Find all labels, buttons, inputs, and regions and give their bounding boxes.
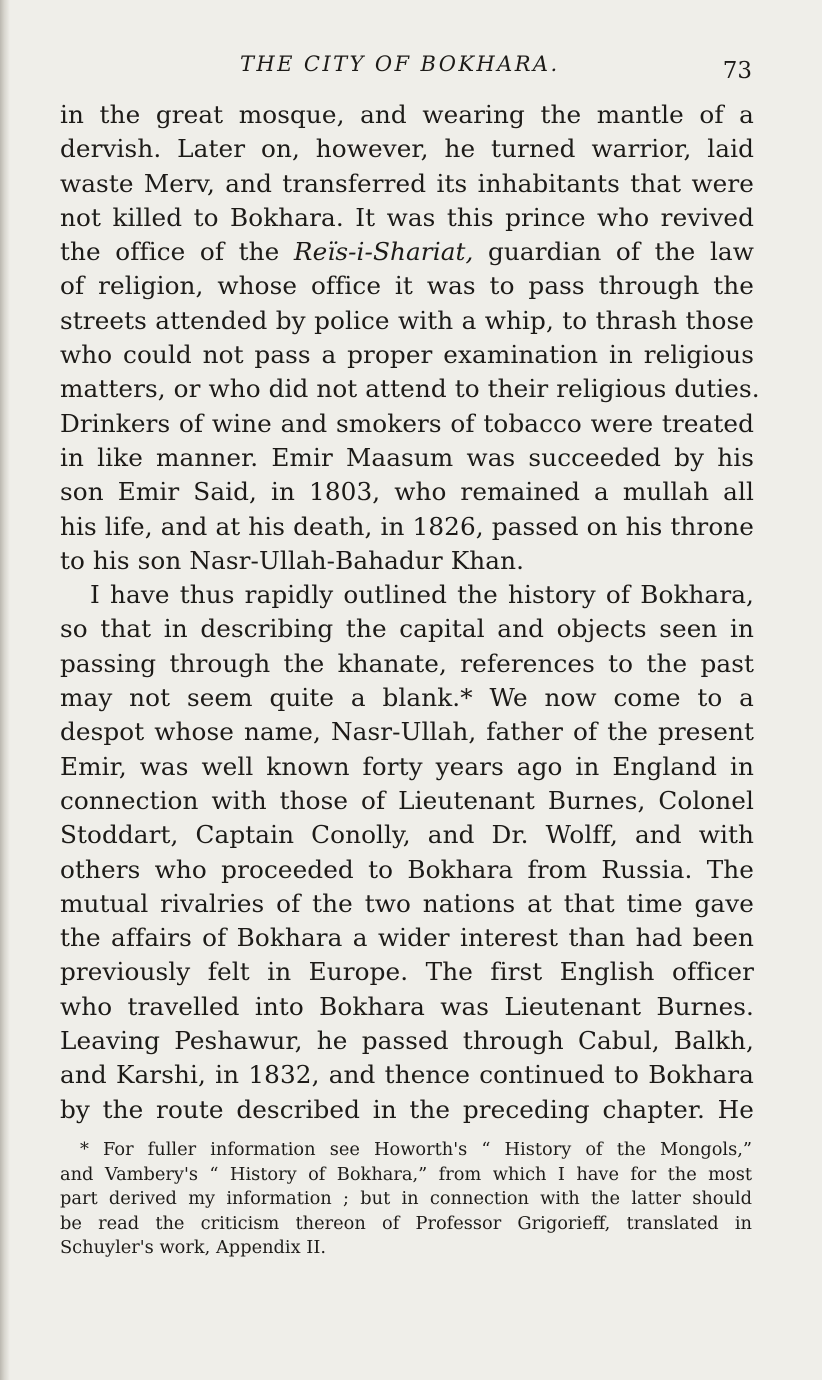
footnote-line: and Vambery's “ History of Bokhara,” from which I have for the most [60,1163,752,1185]
text-line: by the route described in the preceding chapter. He [60,1094,754,1124]
text-line: of religion, whose office it was to pass through the [60,271,754,301]
text-line-pre: the office of the [60,237,280,267]
text-line: Stoddart, Captain Conolly, and Dr. Wolff, and with [60,820,754,850]
text-line: and Karshi, in 1832, and thence continued to Bokhara [60,1060,754,1090]
text-line: connection with those of Lieutenant Burnes, Colonel [60,785,754,815]
text-line: in the great mosque, and wearing the mantle of a [60,100,754,129]
text-line [60,235,754,269]
text-line: who travelled into Bokhara was Lieutenant Burnes. [60,991,754,1021]
text-line: the affairs of Bokhara a wider interest than had been [60,923,754,953]
text-line: others who proceeded to Bokhara from Russia. The [60,854,754,884]
text-line: despot whose name, Nasr-Ullah, father of the present [60,717,754,747]
footnote-line: Schuyler's work, Appendix II. [60,1237,326,1259]
text-line: son Emir Said, in 1803, who remained a mullah all [60,477,754,507]
footnote-line: part derived my information ; but in connection with the latter should [60,1188,752,1210]
footnote-line: be read the criticism thereon of Professor Grigorieff, translated in [60,1212,752,1234]
italic-term: Reïs-i-Shariat, [293,237,474,267]
footnote-line: * For fuller information see Howorth's “ History of the Mongols,” [80,1139,752,1160]
body-text [60,98,760,1127]
text-line: waste Merv, and transferred its inhabitants that were [60,168,754,198]
text-line: previously felt in Europe. The first English officer [60,957,754,987]
text-line: Leaving Peshawur, he passed through Cabul, Balkh, [60,1026,754,1056]
text-line: Drinkers of wine and smokers of tobacco were treated [60,408,754,438]
text-line: may not seem quite a blank.* We now come to a [60,683,754,713]
text-line-post: guardian of the law [488,237,754,267]
text-line: passing through the khanate, references to the past [60,648,754,678]
text-line: matters, or who did not attend to their religious duties. [60,374,760,404]
text-line: Emir, was well known forty years ago in England in [60,751,754,781]
text-line: streets attended by police with a whip, to thrash those [60,305,754,335]
running-head [60,52,752,88]
text-line: who could not pass a proper examination in religious [60,340,754,370]
page-edge-shadow [0,0,10,1380]
text-line: his life, and at his death, in 1826, passed on his throne [60,511,754,541]
text-line: I have thus rapidly outlined the history of Bokhara, [90,580,754,610]
text-line: to his son Nasr-Ullah-Bahadur Khan. [60,545,525,575]
text-line: in like manner. Emir Maasum was succeeded by his [60,442,754,472]
text-line: dervish. Later on, however, he turned warrior, laid [60,134,754,164]
text-line: not killed to Bokhara. It was this prince who revived [60,202,754,232]
text-line: so that in describing the capital and objects seen in [60,614,754,644]
page-number: 73 [722,58,752,84]
footnote [60,1138,752,1261]
text-line: mutual rivalries of the two nations at that time gave [60,888,754,918]
running-title: THE CITY OF BOKHARA. [240,52,560,76]
